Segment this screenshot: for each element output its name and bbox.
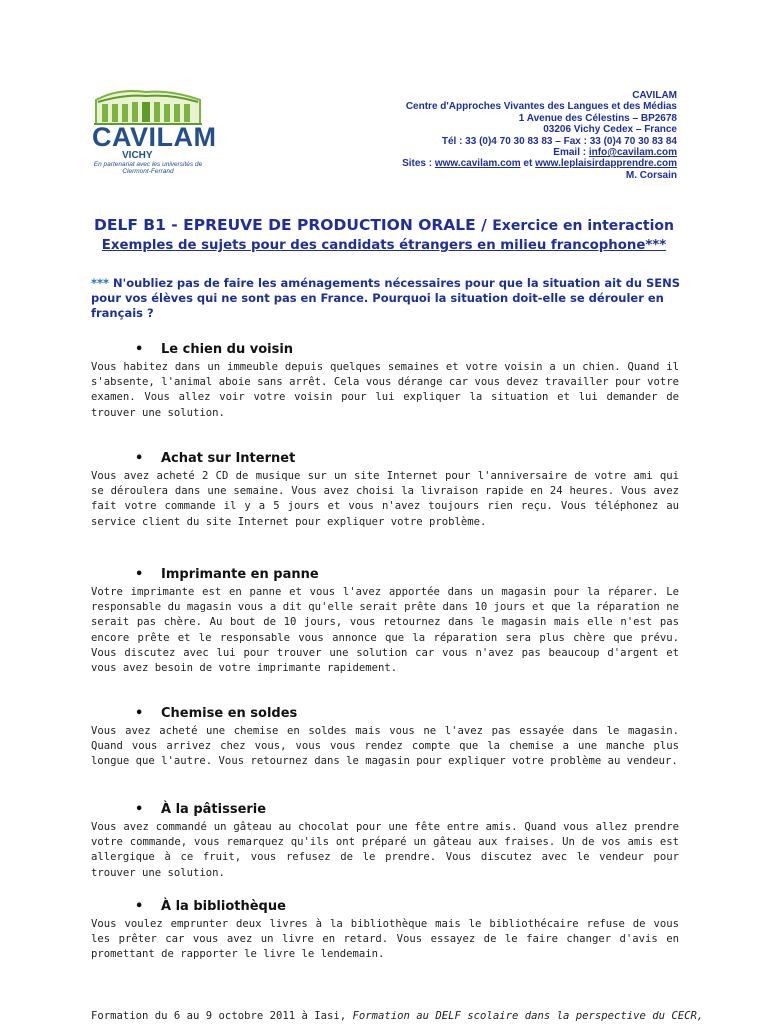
section-title: Le chien du voisin bbox=[161, 342, 294, 357]
contact-email-line bbox=[317, 147, 677, 158]
bullet-icon: • bbox=[135, 451, 144, 466]
footer-italic: Formation au DELF scolaire dans la perspective du CECR, bbox=[352, 1010, 704, 1022]
contact-site2-link[interactable]: www.leplaisirdapprendre.com bbox=[535, 158, 677, 170]
contact-email-link[interactable]: info@cavilam.com bbox=[588, 147, 677, 159]
section-title: Achat sur Internet bbox=[161, 451, 296, 466]
section-title: Imprimante en panne bbox=[161, 567, 319, 582]
contact-center: Centre d'Approches Vivantes des Langues et des Médias bbox=[405, 101, 677, 113]
note-stars: *** bbox=[91, 276, 110, 290]
contact-email-label: Email : bbox=[553, 147, 589, 159]
section-heading bbox=[91, 802, 679, 818]
section-imprimante bbox=[91, 567, 679, 676]
section-text: Vous avez acheté une chemise en soldes mais vous ne l'avez pas essayée dans le magasin. Quand vous arrivez chez vous, vous vous rendez compte que la chemise a une manche plus longue que l'autre. Vous retournez dans le magasin pour expliquer votre problème au vendeur. bbox=[91, 725, 679, 768]
building-icon bbox=[88, 86, 208, 126]
section-heading bbox=[91, 451, 679, 467]
logo-brand: CAVILAM bbox=[92, 122, 217, 152]
section-text: Vous avez acheté 2 CD de musique sur un site Internet pour l'anniversaire de votre ami qui se déroulera dans une semaine. Vous avez choisi la livraison rapide en 24 heures. Vous avez fait votre commande il y a 5 jours et vous n'avez toujours rien reçu. Vous téléphonez au service client du site Internet pour expliquer votre problème. bbox=[91, 470, 679, 528]
section-heading bbox=[91, 567, 679, 583]
section-title: Chemise en soldes bbox=[161, 706, 298, 721]
section-text: Vous voulez emprunter deux livres à la bibliothèque mais le bibliothécaire refuse de vous les prêter car vous avez un livre en retard. Vous essayez de le faire changer d'avis en promettant de rapporter le livre le lendemain. bbox=[91, 918, 679, 961]
page-subtitle: Exemples de sujets pour des candidats étrangers en milieu francophone*** bbox=[101, 238, 667, 253]
section-heading bbox=[91, 706, 679, 722]
cavilam-logo bbox=[88, 86, 217, 175]
logo-tagline: En partenariat avec les universités de Clermont-Ferrand bbox=[93, 161, 203, 175]
contact-sites-line bbox=[317, 158, 677, 169]
contact-sites-label: Sites : bbox=[402, 158, 435, 170]
section-text: Vous habitez dans un immeuble depuis quelques semaines et votre voisin a un chien. Quand il s'absente, l'animal aboie sans arrêt. Cela vous dérange car vous devez travailler pour votre examen. Vous allez voir votre voisin pour lui expliquer la situation et lui demander de trouver une solution. bbox=[91, 361, 679, 419]
note-paragraph bbox=[91, 276, 691, 321]
contact-phone: Tél : 33 (0)4 70 30 83 83 – Fax : 33 (0)4 70 30 83 84 bbox=[441, 135, 677, 147]
bullet-icon: • bbox=[135, 342, 144, 357]
contact-org: CAVILAM bbox=[632, 90, 677, 101]
section-title: À la bibliothèque bbox=[161, 899, 286, 914]
section-chemise bbox=[91, 706, 679, 770]
section-heading bbox=[91, 342, 679, 358]
contact-address1: 1 Avenue des Célestins – BP2678 bbox=[518, 112, 677, 124]
section-achat bbox=[91, 451, 679, 530]
contact-block bbox=[317, 90, 677, 181]
bullet-icon: • bbox=[135, 899, 144, 914]
section-title: À la pâtisserie bbox=[161, 802, 267, 817]
section-bibliotheque bbox=[91, 899, 679, 963]
section-chien bbox=[91, 342, 679, 421]
footer-text: Formation du 6 au 9 octobre 2011 à Iasi, bbox=[91, 1010, 353, 1022]
contact-address2: 03206 Vichy Cedex – France bbox=[543, 124, 677, 136]
section-heading bbox=[91, 899, 679, 915]
logo-sub: VICHY bbox=[122, 150, 153, 161]
page-title bbox=[0, 216, 768, 234]
section-text: Votre imprimante est en panne et vous l'avez apportée dans un magasin pour la réparer. Le responsable du magasin vous a dit qu'elle serait prête dans 10 jours et que la réparation ne serait pas chère. Au bout de 10 jours, vous retournez dans le magasin mais elle n'est pas encore prête et le responsable vous annonce que la réparation sera plus chère que prévu. Vous discutez avec lui pour trouver une solution car vous n'avez pas beaucoup d'argent et vous avez besoin de votre imprimante rapidement. bbox=[91, 586, 679, 675]
contact-sites-sep: et bbox=[520, 158, 536, 170]
section-patisserie bbox=[91, 802, 679, 881]
contact-site1-link[interactable]: www.cavilam.com bbox=[434, 158, 521, 170]
footer bbox=[91, 1010, 704, 1022]
title-secondary: Exercice en interaction bbox=[492, 218, 675, 234]
contact-person: M. Corsain bbox=[625, 169, 677, 181]
bullet-icon: • bbox=[135, 706, 144, 721]
note-text: N'oubliez pas de faire les aménagements nécessaires pour que la situation ait du SENS pour vos élèves qui ne sont pas en France. Pourquoi la situation doit-elle se dérouler en français ? bbox=[91, 276, 681, 320]
section-text: Vous avez commandé un gâteau au chocolat pour une fête entre amis. Quand vous allez prendre votre commande, vous remarquez qu'ils ont préparé un gâteau aux fraises. Un de vos amis est allergique à ce fruit, vous refusez de le prendre. Vous discutez avec le vendeur pour trouver une solution. bbox=[91, 821, 679, 879]
bullet-icon: • bbox=[135, 802, 144, 817]
title-main: DELF B1 - EPREUVE DE PRODUCTION ORALE / bbox=[93, 216, 493, 234]
bullet-icon: • bbox=[135, 567, 144, 582]
